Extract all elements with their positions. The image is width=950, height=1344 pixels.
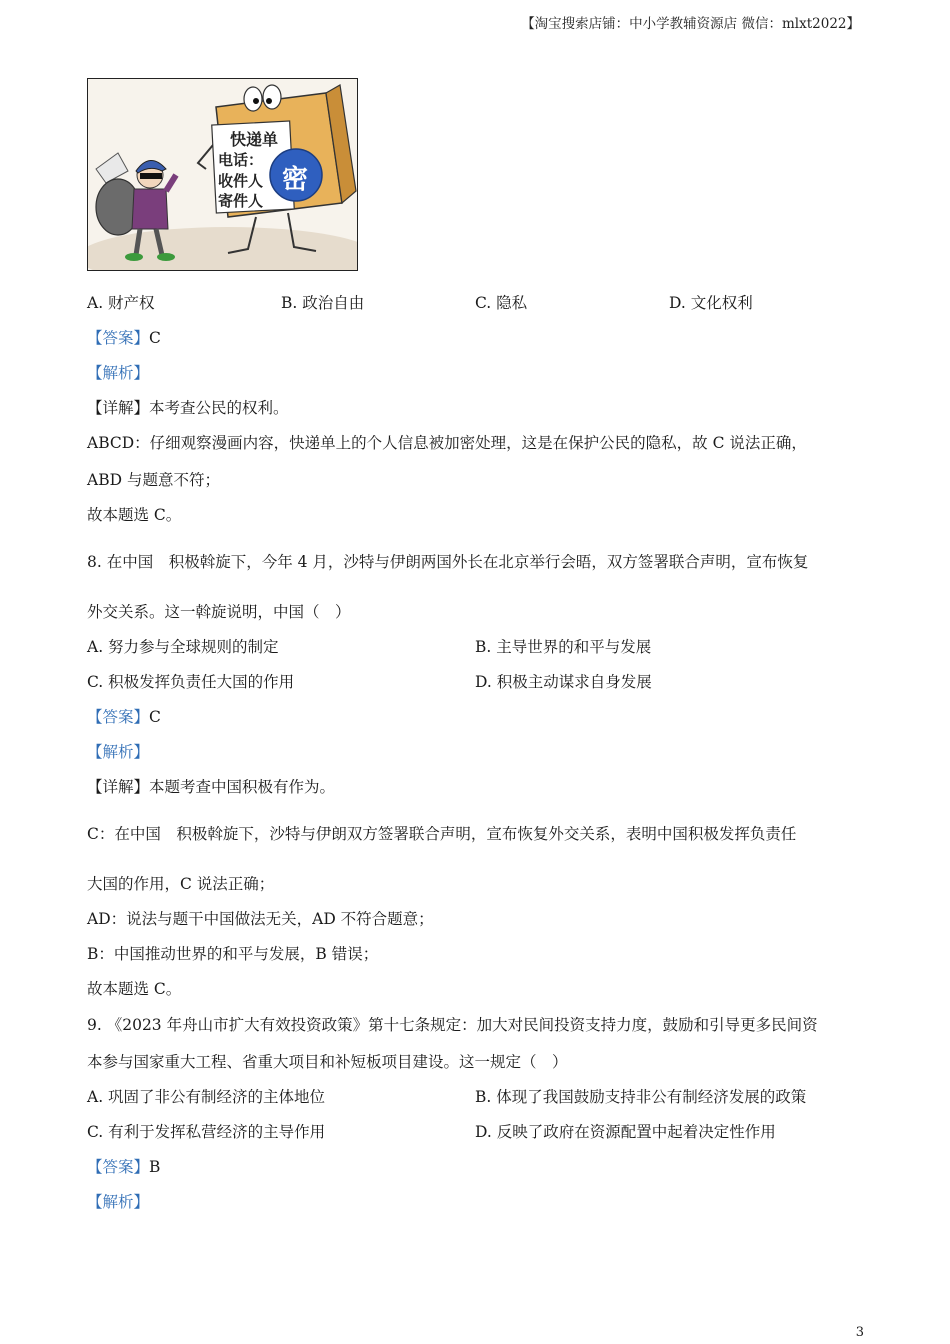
- answer-value: C: [149, 708, 161, 726]
- q7-option-a: A. 财产权: [87, 294, 155, 312]
- cartoon-illustration: [87, 78, 358, 271]
- q7-analysis-tag: 【解析】: [87, 364, 150, 382]
- seal-text: 密: [282, 165, 309, 195]
- q7-answer: [87, 326, 161, 348]
- q9-option-a: A. 巩固了非公有制经济的主体地位: [87, 1088, 326, 1106]
- answer-tag: 【答案】: [87, 1158, 150, 1176]
- q7-option-d: D. 文化权利: [669, 294, 753, 312]
- q7-detail: 【详解】本考查公民的权利。: [87, 399, 289, 417]
- answer-tag: 【答案】: [87, 708, 150, 726]
- q8-option-d: D. 积极主动谋求自身发展: [475, 673, 652, 691]
- q7-explain-1: ABCD：仔细观察漫画内容，快递单上的个人信息被加密处理，这是在保护公民的隐私，故 C 说法正确，: [87, 434, 807, 452]
- label-sender: 寄件人: [218, 192, 264, 210]
- q7-option-c: C. 隐私: [475, 294, 528, 312]
- q8-conclusion: 故本题选 C。: [87, 980, 182, 998]
- page-header: 【淘宝搜索店铺：中小学教辅资源店 微信：mlxt2022】: [521, 16, 860, 32]
- q9-analysis-tag: 【解析】: [87, 1193, 150, 1211]
- q9-stem-1: 9. 《2023 年舟山市扩大有效投资政策》第十七条规定：加大对民间投资支持力度，鼓励和引导更多民间资: [87, 1016, 818, 1034]
- label-title: 快递单: [230, 130, 279, 149]
- q9-stem-2: 本参与国家重大工程、省重大项目和补短板项目建设。这一规定（ ）: [87, 1053, 568, 1071]
- page-number: 3: [855, 1325, 864, 1340]
- q7-conclusion: 故本题选 C。: [87, 506, 182, 524]
- q7-option-b: B. 政治自由: [281, 294, 365, 312]
- q8-analysis-tag: 【解析】: [87, 743, 150, 761]
- q8-explain-3: AD：说法与题干中国做法无关，AD 不符合题意；: [87, 910, 434, 928]
- q9-option-b: B. 体现了我国鼓励支持非公有制经济发展的政策: [475, 1088, 807, 1106]
- q9-answer: [87, 1155, 160, 1177]
- q8-explain-4: B：中国推动世界的和平与发展，B 错误；: [87, 945, 379, 963]
- q9-option-d: D. 反映了政府在资源配置中起着决定性作用: [475, 1123, 776, 1141]
- q8-explain-2: 大国的作用，C 说法正确；: [87, 875, 275, 893]
- label-receiver: 收件人: [218, 172, 264, 190]
- label-phone: 电话：: [218, 151, 264, 169]
- q8-stem-1: 8. 在中国 积极斡旋下，今年 4 月，沙特与伊朗两国外长在北京举行会晤，双方签署联合声明，宣布恢复: [87, 553, 809, 571]
- q8-option-b: B. 主导世界的和平与发展: [475, 638, 652, 656]
- q8-option-c: C. 积极发挥负责任大国的作用: [87, 673, 295, 691]
- q8-stem-2: 外交关系。这一斡旋说明，中国（ ）: [87, 603, 351, 621]
- q9-option-c: C. 有利于发挥私营经济的主导作用: [87, 1123, 326, 1141]
- q8-explain-1: C：在中国 积极斡旋下，沙特与伊朗双方签署联合声明，宣布恢复外交关系，表明中国积极发挥负责任: [87, 825, 797, 843]
- q8-detail: 【详解】本题考查中国积极有作为。: [87, 778, 336, 796]
- answer-value: B: [149, 1158, 161, 1176]
- q8-answer: [87, 705, 161, 727]
- q7-explain-2: ABD 与题意不符；: [87, 471, 220, 489]
- q8-option-a: A. 努力参与全球规则的制定: [87, 638, 279, 656]
- answer-tag: 【答案】: [87, 329, 150, 347]
- answer-value: C: [149, 329, 161, 347]
